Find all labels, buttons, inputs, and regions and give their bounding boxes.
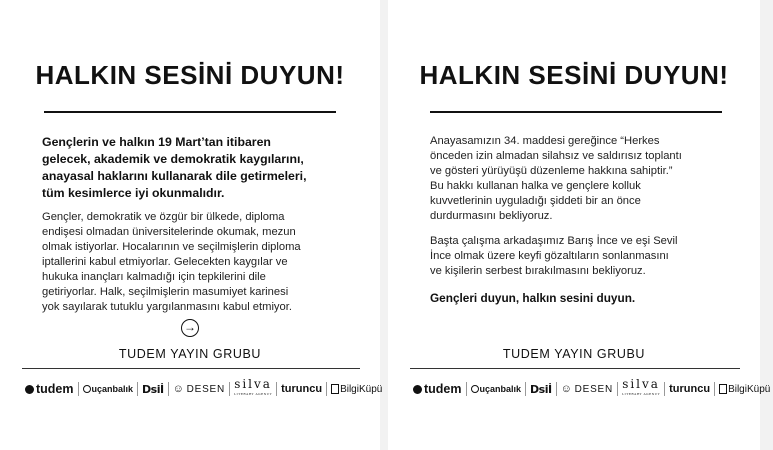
publisher-group-name: TUDEM YAYIN GRUBU	[118, 347, 262, 361]
silva-logo	[231, 379, 275, 399]
tudem-logo-text: tudem	[36, 382, 74, 396]
footer-divider	[22, 368, 360, 369]
turuncu-logo	[278, 383, 325, 395]
bilgikupu-logo	[328, 384, 385, 395]
logo-separator	[276, 382, 277, 396]
ucanbalik-logo-text: uçanbalık	[91, 384, 134, 394]
tudem-logo	[22, 382, 77, 396]
lead-line: anayasal haklarını kullanarak dile getirmeleri,	[42, 169, 307, 183]
silva-logo-text: silva	[622, 377, 660, 391]
left-panel	[0, 0, 383, 450]
delil-logo-text: Dsiİ	[142, 382, 164, 396]
body-line: Anayasamızın 34. maddesi gereğince “Herkes	[430, 135, 660, 147]
logo-separator	[137, 382, 138, 396]
desen-logo	[170, 383, 228, 395]
ucanbalik-logo	[80, 384, 137, 394]
arrow-right-circle-icon[interactable]	[181, 319, 199, 337]
logo-separator	[168, 382, 169, 396]
ucanbalik-ring-icon	[83, 385, 91, 393]
logo-separator	[714, 382, 715, 396]
publisher-logos	[22, 377, 385, 398]
body-line: getiriyorlar. Halk, seçilmişlerin masumiyet karinesi	[42, 286, 289, 298]
publisher-group-name: TUDEM YAYIN GRUBU	[502, 347, 646, 361]
logo-separator	[617, 382, 618, 396]
arrow-glyph: →	[184, 320, 196, 334]
logo-separator	[229, 382, 230, 396]
delil-logo	[527, 383, 555, 396]
headline: HALKIN SESİNİ DUYUN!	[35, 60, 345, 90]
tudem-logo	[410, 382, 465, 396]
body-line: kuvvetlerinin uyguladığı şiddeti bir an önce	[430, 195, 641, 207]
divider	[430, 111, 722, 113]
cube-icon	[719, 384, 727, 394]
silva-subtitle: LITERARY AGENCY	[622, 392, 661, 396]
tudem-dot-icon	[25, 385, 34, 394]
body-line: olmak istiyorlar. Hocalarının ve seçilmişlerin diploma	[42, 241, 301, 253]
face-icon: ☺	[172, 383, 185, 395]
turuncu-logo-text: turuncu	[281, 383, 323, 395]
body-line: İnce olmak üzere keyfi gözaltıların sonlanmasını	[430, 250, 669, 262]
desen-logo-text: DESEN	[186, 383, 226, 395]
divider	[44, 111, 336, 113]
cube-icon	[331, 384, 339, 394]
body-line: endişesi olmadan üniversitelerinde okumak, mezun	[42, 226, 296, 238]
body-line: ve kişilerin serbest bırakılmasını bekliyoruz.	[430, 265, 646, 277]
turuncu-logo	[666, 383, 713, 395]
logo-separator	[466, 382, 467, 396]
silva-subtitle: LITERARY AGENCY	[234, 392, 273, 396]
body-line: Bu hakkı kullanan halka ve gençlere kolluk	[430, 180, 641, 192]
silva-logo	[619, 379, 663, 399]
desen-logo	[558, 383, 616, 395]
headline: HALKIN SESİNİ DUYUN!	[419, 60, 729, 90]
body-line: hukuka inançları kalmadığı için tepkilerini dile	[42, 271, 266, 283]
logo-separator	[78, 382, 79, 396]
body-line: önceden izin almadan silahsız ve saldırısız toplantı	[430, 150, 682, 162]
body-line: durdurmasını bekliyoruz.	[430, 210, 553, 222]
body-line: Başta çalışma arkadaşımız Barış İnce ve eşi Sevil	[430, 235, 678, 247]
ucanbalik-logo-text: uçanbalık	[479, 384, 522, 394]
face-icon: ☺	[560, 383, 573, 395]
logo-separator	[525, 382, 526, 396]
footer-divider	[410, 368, 740, 369]
body-line: Gençler, demokratik ve özgür bir ülkede, diploma	[42, 211, 285, 223]
bilgikupu-logo-text: BilgiKüpü	[728, 383, 771, 395]
lead-line: gelecek, akademik ve demokratik kaygılarını,	[42, 152, 304, 166]
tudem-dot-icon	[413, 385, 422, 394]
bilgikupu-logo	[716, 384, 773, 395]
logo-separator	[556, 382, 557, 396]
tudem-logo-text: tudem	[424, 382, 462, 396]
ucanbalik-logo	[468, 384, 525, 394]
body-line: iptallerini kabul etmiyorlar. Gelecekten kaygılar ve	[42, 256, 288, 268]
logo-separator	[326, 382, 327, 396]
ucanbalik-ring-icon	[471, 385, 479, 393]
turuncu-logo-text: turuncu	[669, 383, 711, 395]
right-panel	[388, 0, 771, 450]
closing-statement: Gençleri duyun, halkın sesini duyun.	[430, 291, 636, 305]
silva-logo-text: silva	[234, 377, 272, 391]
logo-separator	[664, 382, 665, 396]
delil-logo	[139, 383, 167, 396]
lead-line: tüm kesimlerce iyi okunmalıdır.	[42, 186, 225, 200]
desen-logo-text: DESEN	[574, 383, 614, 395]
delil-logo-text: Dsiİ	[530, 382, 552, 396]
publisher-logos	[410, 377, 773, 398]
body-line: yok sayılarak tutuklu yargılanmasını kabul etmiyor.	[42, 301, 292, 313]
bilgikupu-logo-text: BilgiKüpü	[340, 383, 383, 395]
lead-line: Gençlerin ve halkın 19 Mart’tan itibaren	[42, 135, 271, 149]
body-line: ve gösteri yürüyüşü düzenleme hakkına sahiptir.”	[430, 165, 673, 177]
